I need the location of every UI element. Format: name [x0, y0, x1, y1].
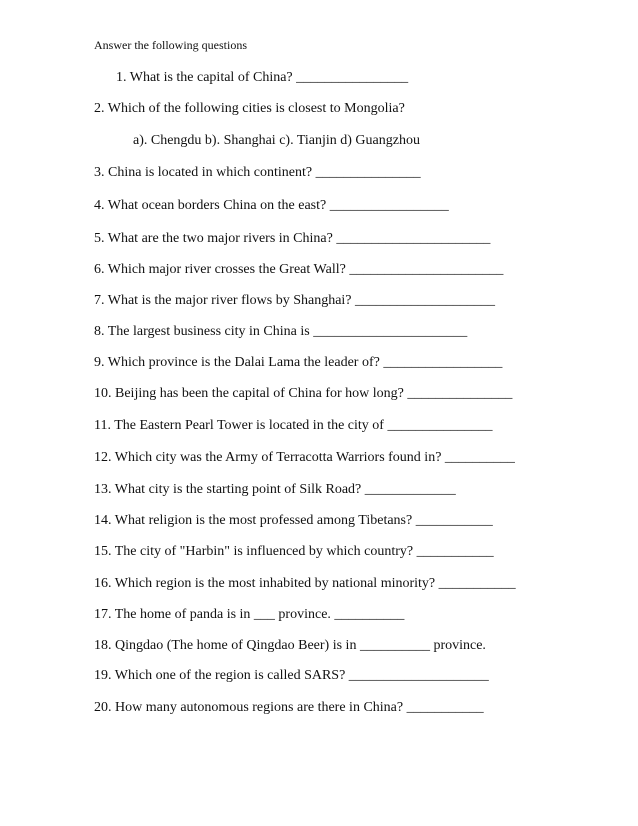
question-5: 5. What are the two major rivers in China? ______________________: [94, 231, 491, 246]
question-9: 9. Which province is the Dalai Lama the leader of? _________________: [94, 355, 503, 370]
question-14: 14. What religion is the most professed among Tibetans? ___________: [94, 513, 493, 528]
question-4: 4. What ocean borders China on the east? _________________: [94, 198, 449, 213]
question-18: 18. Qingdao (The home of Qingdao Beer) is in __________ province.: [94, 638, 486, 653]
question-3: 3. China is located in which continent? _______________: [94, 165, 421, 180]
question-11: 11. The Eastern Pearl Tower is located in the city of _______________: [94, 418, 493, 433]
question-12: 12. Which city was the Army of Terracotta Warriors found in? __________: [94, 450, 515, 465]
question-2: 2. Which of the following cities is closest to Mongolia?: [94, 101, 405, 116]
question-7: 7. What is the major river flows by Shanghai? ____________________: [94, 293, 496, 308]
question-20: 20. How many autonomous regions are there in China? ___________: [94, 700, 484, 715]
question-13: 13. What city is the starting point of Silk Road? _____________: [94, 482, 456, 497]
question-8: 8. The largest business city in China is ______________________: [94, 324, 468, 339]
question-6: 6. Which major river crosses the Great Wall? ______________________: [94, 262, 504, 277]
question-10: 10. Beijing has been the capital of China for how long? _______________: [94, 386, 513, 401]
question-16: 16. Which region is the most inhabited by national minority? ___________: [94, 576, 516, 591]
question-17: 17. The home of panda is in ___ province. __________: [94, 607, 405, 622]
instructions-heading: Answer the following questions: [94, 38, 247, 52]
question-15: 15. The city of "Harbin" is influenced by which country? ___________: [94, 544, 494, 559]
question-2-options: a). Chengdu b). Shanghai c). Tianjin d) Guangzhou: [133, 133, 420, 148]
question-19: 19. Which one of the region is called SARS? ____________________: [94, 668, 489, 683]
question-1: 1. What is the capital of China? ________________: [116, 70, 409, 85]
